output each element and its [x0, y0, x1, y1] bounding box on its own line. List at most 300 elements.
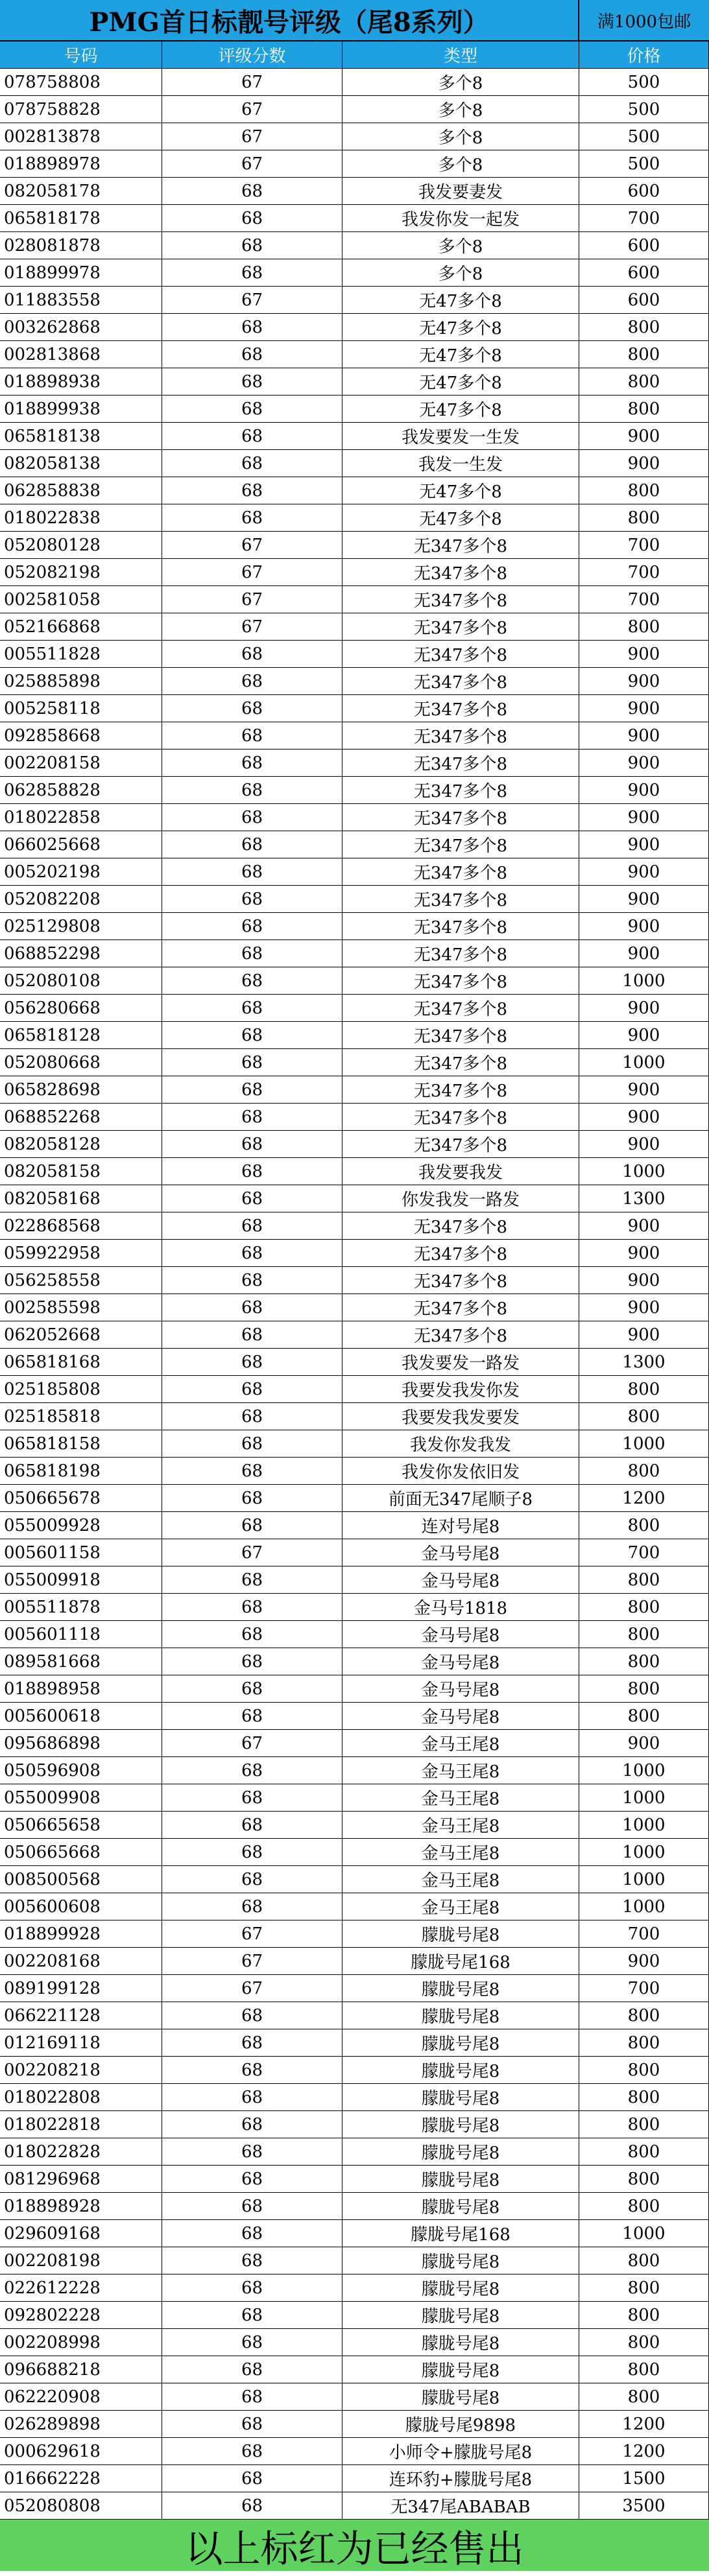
cell-type: 无47多个8 [342, 287, 579, 314]
cell-type: 朦胧号尾8 [342, 2275, 579, 2302]
cell-type: 无347多个8 [342, 1076, 579, 1104]
cell-number: 052082208 [0, 886, 162, 913]
cell-type: 无347多个8 [342, 1104, 579, 1131]
cell-price: 800 [579, 1648, 709, 1675]
cell-type: 无347多个8 [342, 1321, 579, 1349]
cell-price: 600 [579, 287, 709, 314]
cell-rating: 68 [162, 1594, 342, 1621]
cell-rating: 68 [162, 1566, 342, 1594]
cell-number: 005601118 [0, 1621, 162, 1648]
cell-rating: 68 [162, 1403, 342, 1430]
cell-rating: 68 [162, 1648, 342, 1675]
cell-type: 金马号1818 [342, 1594, 579, 1621]
cell-price: 700 [579, 1920, 709, 1948]
cell-rating: 68 [162, 2438, 342, 2465]
cell-price: 800 [579, 1403, 709, 1430]
cell-rating: 67 [162, 150, 342, 178]
cell-number: 018022838 [0, 504, 162, 532]
cell-price: 900 [579, 1294, 709, 1321]
cell-number: 062858828 [0, 777, 162, 804]
cell-type: 无347多个8 [342, 967, 579, 995]
cell-price: 1000 [579, 1430, 709, 1458]
cell-number: 078758808 [0, 69, 162, 96]
cell-rating: 68 [162, 1458, 342, 1485]
cell-rating: 68 [162, 178, 342, 205]
cell-price: 1200 [579, 2411, 709, 2438]
cell-rating: 68 [162, 2411, 342, 2438]
cell-number: 062052668 [0, 1321, 162, 1349]
cell-type: 连对号尾8 [342, 1512, 579, 1539]
cell-number: 052080668 [0, 1049, 162, 1076]
cell-type: 金马号尾8 [342, 1703, 579, 1730]
cell-price: 700 [579, 586, 709, 613]
cell-price: 800 [579, 2166, 709, 2193]
cell-rating: 68 [162, 2247, 342, 2275]
cell-type: 无347多个8 [342, 777, 579, 804]
cell-type: 无347多个8 [342, 913, 579, 940]
cell-price: 900 [579, 995, 709, 1022]
cell-rating: 68 [162, 2193, 342, 2220]
cell-rating: 68 [162, 2383, 342, 2411]
cell-rating: 68 [162, 2302, 342, 2329]
cell-price: 1300 [579, 1349, 709, 1376]
cell-rating: 68 [162, 477, 342, 504]
cell-type: 金马号尾8 [342, 1675, 579, 1703]
cell-number: 002208998 [0, 2329, 162, 2356]
cell-rating: 68 [162, 2356, 342, 2383]
cell-number: 096688218 [0, 2356, 162, 2383]
cell-rating: 68 [162, 1022, 342, 1049]
cell-rating: 68 [162, 1757, 342, 1784]
cell-type: 无347多个8 [342, 1022, 579, 1049]
cell-rating: 68 [162, 341, 342, 368]
cell-type: 无347多个8 [342, 695, 579, 722]
cell-type: 无347多个8 [342, 1267, 579, 1294]
cell-price: 800 [579, 2329, 709, 2356]
cell-type: 我发要妻发 [342, 178, 579, 205]
cell-price: 900 [579, 1321, 709, 1349]
cell-type: 金马王尾8 [342, 1784, 579, 1812]
cell-rating: 68 [162, 831, 342, 858]
cell-rating: 68 [162, 1512, 342, 1539]
cell-price: 900 [579, 1948, 709, 1975]
cell-rating: 68 [162, 2492, 342, 2520]
cell-rating: 68 [162, 967, 342, 995]
cell-number: 005202198 [0, 858, 162, 886]
cell-rating: 68 [162, 1294, 342, 1321]
cell-price: 500 [579, 123, 709, 150]
cell-type: 朦胧号尾168 [342, 1948, 579, 1975]
cell-number: 005511878 [0, 1594, 162, 1621]
cell-price: 900 [579, 831, 709, 858]
cell-rating: 68 [162, 2029, 342, 2057]
cell-number: 018022818 [0, 2111, 162, 2138]
cell-rating: 67 [162, 1975, 342, 2002]
cell-price: 1000 [579, 967, 709, 995]
cell-price: 800 [579, 1594, 709, 1621]
cell-price: 900 [579, 450, 709, 477]
cell-number: 065818178 [0, 205, 162, 232]
cell-number: 003262868 [0, 314, 162, 341]
cell-number: 056280668 [0, 995, 162, 1022]
cell-rating: 68 [162, 858, 342, 886]
cell-number: 050596908 [0, 1757, 162, 1784]
cell-price: 800 [579, 613, 709, 641]
cell-rating: 67 [162, 96, 342, 123]
cell-type: 金马王尾8 [342, 1839, 579, 1866]
cell-type: 无347多个8 [342, 995, 579, 1022]
cell-rating: 68 [162, 1131, 342, 1158]
cell-type: 无47多个8 [342, 396, 579, 423]
cell-price: 800 [579, 2029, 709, 2057]
cell-number: 018898928 [0, 2193, 162, 2220]
cell-price: 600 [579, 178, 709, 205]
cell-type: 朦胧号尾8 [342, 2356, 579, 2383]
cell-type: 无347多个8 [342, 722, 579, 750]
cell-price: 700 [579, 1975, 709, 2002]
cell-rating: 68 [162, 1321, 342, 1349]
cell-rating: 68 [162, 2166, 342, 2193]
cell-rating: 68 [162, 1049, 342, 1076]
cell-number: 002813878 [0, 123, 162, 150]
cell-rating: 68 [162, 2275, 342, 2302]
cell-number: 026289898 [0, 2411, 162, 2438]
cell-number: 018022808 [0, 2084, 162, 2111]
cell-type: 朦胧号尾8 [342, 2057, 579, 2084]
cell-price: 900 [579, 1240, 709, 1267]
cell-price: 900 [579, 1076, 709, 1104]
cell-type: 朦胧号尾8 [342, 2302, 579, 2329]
cell-number: 005258118 [0, 695, 162, 722]
cell-number: 068852268 [0, 1104, 162, 1131]
cell-rating: 67 [162, 1539, 342, 1566]
cell-type: 金马王尾8 [342, 1757, 579, 1784]
cell-type: 朦胧号尾8 [342, 2002, 579, 2029]
cell-rating: 68 [162, 995, 342, 1022]
cell-type: 金马王尾8 [342, 1893, 579, 1920]
cell-rating: 68 [162, 368, 342, 396]
cell-number: 052080128 [0, 532, 162, 559]
cell-number: 002585598 [0, 1294, 162, 1321]
sheet-title: PMG首日标靓号评级（尾8系列） [0, 0, 579, 41]
cell-number: 005600608 [0, 1893, 162, 1920]
cell-type: 朦胧号尾8 [342, 2383, 579, 2411]
cell-price: 800 [579, 2356, 709, 2383]
cell-rating: 68 [162, 641, 342, 668]
cell-number: 065818168 [0, 1349, 162, 1376]
cell-price: 900 [579, 1730, 709, 1757]
cell-type: 无47多个8 [342, 314, 579, 341]
cell-type: 无47多个8 [342, 341, 579, 368]
cell-number: 052082198 [0, 559, 162, 586]
cell-price: 800 [579, 368, 709, 396]
cell-rating: 68 [162, 1267, 342, 1294]
cell-type: 多个8 [342, 69, 579, 96]
cell-type: 我发你发一起发 [342, 205, 579, 232]
cell-price: 900 [579, 858, 709, 886]
cell-type: 无347多个8 [342, 1212, 579, 1240]
cell-type: 朦胧号尾8 [342, 2247, 579, 2275]
cell-price: 800 [579, 1703, 709, 1730]
cell-rating: 68 [162, 2465, 342, 2492]
cell-price: 900 [579, 886, 709, 913]
cell-number: 066025668 [0, 831, 162, 858]
cell-type: 我要发我发你发 [342, 1376, 579, 1403]
cell-price: 800 [579, 314, 709, 341]
cell-price: 1500 [579, 2465, 709, 2492]
cell-rating: 68 [162, 1621, 342, 1648]
cell-number: 002208158 [0, 750, 162, 777]
cell-price: 800 [579, 2193, 709, 2220]
cell-number: 068852298 [0, 940, 162, 967]
cell-number: 025129808 [0, 913, 162, 940]
cell-price: 1000 [579, 1839, 709, 1866]
cell-number: 082058178 [0, 178, 162, 205]
cell-rating: 68 [162, 2329, 342, 2356]
cell-number: 056258558 [0, 1267, 162, 1294]
cell-price: 800 [579, 341, 709, 368]
cell-number: 065818138 [0, 423, 162, 450]
cell-type: 无347尾ABABAB [342, 2492, 579, 2520]
cell-number: 081296968 [0, 2166, 162, 2193]
cell-number: 011883558 [0, 287, 162, 314]
cell-price: 900 [579, 668, 709, 695]
cell-number: 025185818 [0, 1403, 162, 1430]
cell-price: 900 [579, 1131, 709, 1158]
cell-price: 700 [579, 205, 709, 232]
cell-price: 900 [579, 1267, 709, 1294]
cell-number: 059922958 [0, 1240, 162, 1267]
cell-price: 1000 [579, 1812, 709, 1839]
cell-number: 005601158 [0, 1539, 162, 1566]
cell-number: 089581668 [0, 1648, 162, 1675]
cell-price: 800 [579, 1621, 709, 1648]
cell-number: 005600618 [0, 1703, 162, 1730]
cell-price: 800 [579, 2138, 709, 2166]
cell-type: 多个8 [342, 232, 579, 259]
cell-type: 朦胧号尾8 [342, 1975, 579, 2002]
cell-number: 005511828 [0, 641, 162, 668]
cell-number: 018898938 [0, 368, 162, 396]
cell-rating: 68 [162, 1485, 342, 1512]
cell-number: 018899928 [0, 1920, 162, 1948]
cell-price: 900 [579, 913, 709, 940]
cell-number: 018898958 [0, 1675, 162, 1703]
cell-rating: 68 [162, 886, 342, 913]
cell-type: 我发要发一生发 [342, 423, 579, 450]
cell-rating: 68 [162, 804, 342, 831]
cell-number: 092802228 [0, 2302, 162, 2329]
cell-price: 1000 [579, 1866, 709, 1893]
cell-rating: 68 [162, 695, 342, 722]
cell-number: 022868568 [0, 1212, 162, 1240]
cell-number: 028081878 [0, 232, 162, 259]
cell-type: 多个8 [342, 259, 579, 287]
cell-type: 朦胧号尾9898 [342, 2411, 579, 2438]
cell-type: 无47多个8 [342, 477, 579, 504]
cell-price: 800 [579, 1376, 709, 1403]
cell-type: 我发要我发 [342, 1158, 579, 1185]
cell-type: 我发要发一路发 [342, 1349, 579, 1376]
cell-price: 800 [579, 1675, 709, 1703]
cell-price: 800 [579, 2302, 709, 2329]
cell-type: 金马号尾8 [342, 1566, 579, 1594]
cell-number: 065818198 [0, 1458, 162, 1485]
cell-number: 022612228 [0, 2275, 162, 2302]
cell-number: 065818128 [0, 1022, 162, 1049]
cell-number: 062858838 [0, 477, 162, 504]
cell-number: 012169118 [0, 2029, 162, 2057]
cell-number: 018899978 [0, 259, 162, 287]
cell-price: 1000 [579, 1784, 709, 1812]
cell-rating: 68 [162, 750, 342, 777]
cell-price: 1000 [579, 1893, 709, 1920]
cell-price: 1000 [579, 1049, 709, 1076]
cell-number: 002208218 [0, 2057, 162, 2084]
cell-number: 066221128 [0, 2002, 162, 2029]
cell-rating: 67 [162, 586, 342, 613]
cell-rating: 68 [162, 450, 342, 477]
cell-rating: 68 [162, 259, 342, 287]
cell-type: 前面无347尾顺子8 [342, 1485, 579, 1512]
column-header-type: 类型 [342, 41, 579, 69]
cell-rating: 68 [162, 1812, 342, 1839]
cell-number: 052080808 [0, 2492, 162, 2520]
cell-type: 无347多个8 [342, 804, 579, 831]
cell-number: 065818158 [0, 1430, 162, 1458]
cell-price: 900 [579, 722, 709, 750]
cell-type: 无347多个8 [342, 668, 579, 695]
cell-rating: 68 [162, 1784, 342, 1812]
cell-rating: 68 [162, 913, 342, 940]
cell-rating: 67 [162, 532, 342, 559]
cell-price: 500 [579, 150, 709, 178]
cell-number: 089199128 [0, 1975, 162, 2002]
cell-price: 600 [579, 232, 709, 259]
cell-number: 025885898 [0, 668, 162, 695]
cell-rating: 67 [162, 287, 342, 314]
cell-number: 050665668 [0, 1839, 162, 1866]
cell-number: 052080108 [0, 967, 162, 995]
cell-rating: 67 [162, 1920, 342, 1948]
cell-number: 025185808 [0, 1376, 162, 1403]
cell-type: 无347多个8 [342, 858, 579, 886]
cell-number: 002208198 [0, 2247, 162, 2275]
cell-rating: 68 [162, 1893, 342, 1920]
cell-number: 055009908 [0, 1784, 162, 1812]
column-header-price: 价格 [579, 41, 709, 69]
cell-price: 800 [579, 2057, 709, 2084]
cell-rating: 67 [162, 613, 342, 641]
cell-rating: 68 [162, 722, 342, 750]
cell-rating: 68 [162, 2111, 342, 2138]
cell-price: 800 [579, 396, 709, 423]
cell-price: 600 [579, 259, 709, 287]
cell-number: 016662228 [0, 2465, 162, 2492]
cell-price: 3500 [579, 2492, 709, 2520]
column-header-rating: 评级分数 [162, 41, 342, 69]
cell-number: 078758828 [0, 96, 162, 123]
cell-number: 092858668 [0, 722, 162, 750]
cell-price: 900 [579, 1022, 709, 1049]
cell-type: 朦胧号尾8 [342, 2193, 579, 2220]
cell-type: 无347多个8 [342, 831, 579, 858]
cell-type: 无347多个8 [342, 886, 579, 913]
cell-number: 095686898 [0, 1730, 162, 1757]
cell-rating: 68 [162, 1104, 342, 1131]
cell-price: 700 [579, 532, 709, 559]
cell-price: 700 [579, 559, 709, 586]
cell-price: 800 [579, 1512, 709, 1539]
cell-type: 我发一生发 [342, 450, 579, 477]
cell-number: 018898978 [0, 150, 162, 178]
cell-number: 082058128 [0, 1131, 162, 1158]
cell-price: 1200 [579, 2438, 709, 2465]
cell-number: 018022828 [0, 2138, 162, 2166]
cell-type: 多个8 [342, 150, 579, 178]
cell-number: 002581058 [0, 586, 162, 613]
cell-type: 朦胧号尾8 [342, 2111, 579, 2138]
cell-price: 800 [579, 2002, 709, 2029]
cell-price: 900 [579, 423, 709, 450]
cell-type: 金马号尾8 [342, 1539, 579, 1566]
cell-rating: 68 [162, 1212, 342, 1240]
cell-price: 1000 [579, 1158, 709, 1185]
cell-price: 800 [579, 2275, 709, 2302]
cell-price: 800 [579, 1566, 709, 1594]
cell-rating: 67 [162, 1948, 342, 1975]
cell-type: 我发你发我发 [342, 1430, 579, 1458]
cell-price: 500 [579, 96, 709, 123]
cell-rating: 68 [162, 2220, 342, 2247]
cell-price: 900 [579, 641, 709, 668]
cell-price: 800 [579, 2383, 709, 2411]
cell-type: 朦胧号尾8 [342, 1920, 579, 1948]
cell-number: 082058138 [0, 450, 162, 477]
cell-rating: 68 [162, 1240, 342, 1267]
cell-type: 金马号尾8 [342, 1621, 579, 1648]
cell-price: 500 [579, 69, 709, 96]
cell-number: 000629618 [0, 2438, 162, 2465]
cell-number: 055009918 [0, 1566, 162, 1594]
cell-rating: 68 [162, 1703, 342, 1730]
cell-price: 800 [579, 477, 709, 504]
cell-number: 052166868 [0, 613, 162, 641]
cell-type: 无347多个8 [342, 940, 579, 967]
cell-price: 800 [579, 2247, 709, 2275]
cell-type: 多个8 [342, 123, 579, 150]
cell-type: 金马王尾8 [342, 1866, 579, 1893]
cell-price: 800 [579, 2084, 709, 2111]
cell-type: 无347多个8 [342, 613, 579, 641]
cell-type: 无347多个8 [342, 586, 579, 613]
cell-rating: 68 [162, 1185, 342, 1212]
cell-number: 008500568 [0, 1866, 162, 1893]
cell-rating: 68 [162, 2057, 342, 2084]
cell-rating: 67 [162, 123, 342, 150]
cell-rating: 68 [162, 1349, 342, 1376]
cell-type: 金马王尾8 [342, 1730, 579, 1757]
cell-type: 无347多个8 [342, 559, 579, 586]
cell-rating: 67 [162, 69, 342, 96]
cell-price: 900 [579, 1104, 709, 1131]
cell-type: 无347多个8 [342, 641, 579, 668]
cell-number: 018899938 [0, 396, 162, 423]
cell-rating: 68 [162, 2138, 342, 2166]
cell-price: 1000 [579, 1757, 709, 1784]
cell-number: 002813868 [0, 341, 162, 368]
cell-rating: 68 [162, 1839, 342, 1866]
